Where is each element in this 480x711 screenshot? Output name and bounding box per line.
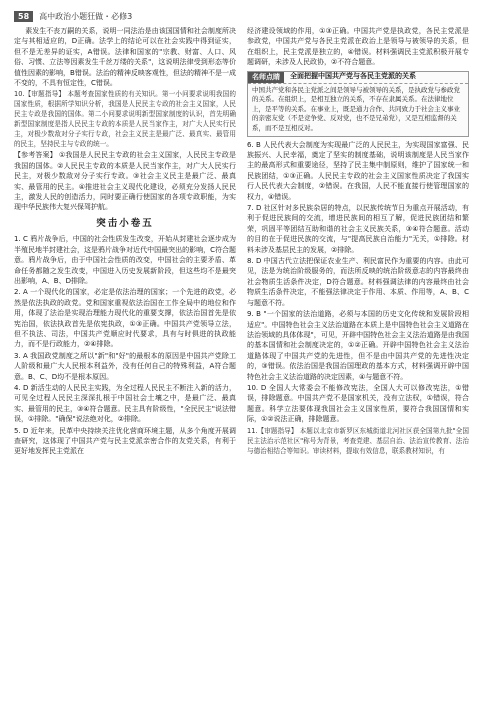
answer-item: 10. D 全国人大常委会不能修改宪法，全国人大可以修改宪法，①错误，排除题意。中国共产党不是国家机关，没有立法权，①错误，符合题意。科学立法要体现我国社会主义国家性质，要符合我国国情和实际，①②说法正确，排除题意。 xyxy=(247,383,469,424)
answer-item: 2. A 一个现代化的国家，必定是依法治理的国家；一个先进的政党，必然是依法执政的政党。党和国家重视依法治国在工作全局中的地位和作用，体现了法治是实现治理能力现代化的重要支撑，依法治国首先是依宪治国，依法执政首先是依宪执政，①③正确。中国共产党领导立法，但不执法、司法，中国共产党顺应时代要求，具有与时俱进的执政能力，而不是行政能力，②④排除。 xyxy=(14,288,236,349)
answer-item: 6. B 人民代表大会制度为实现最广泛的人民民主，为实现国家富强、民族振兴、人民幸福，奠定了坚实的制度基础，说明该制度是人民当家作主的最高形式和重要途径，坚持了民主集中制原则，维护了国家统一和民族团结，①③正确。人民民主专政的社会主义国家性质决定了我国实行人民代表大会制度，②错误。在我国，人民不能直接行使管理国家的权力，④错误。 xyxy=(247,140,469,201)
callout-header xyxy=(248,72,468,84)
reference-answer: 【参考答案】 ①我国是人民民主专政的社会主义国家，人民民主专政是我国的国体。②人民民主专政的本质是人民当家作主，对广大人民实行民主，对极少数敌对分子实行专政。③社会主义民主是最广泛、最真实、最管用的民主。④推进社会主义现代化建设，必须充分发扬人民民主，激发人民的创造活力，同时要正确行使国家的各项专政职能，为实现中华民族伟大复兴保驾护航。 xyxy=(14,151,236,212)
answer-item: 3. A 我国政党制度之所以"新"和"好"的最根本的原因是中国共产党除工人阶级和最广大人民根本利益外，没有任何自己的特殊利益，A符合题意。B、C、D均不是根本原因。 xyxy=(14,351,236,381)
answer-item: 9. B "一个国家的法治道路，必须与本国的历史文化传统和发展阶段相适应"。中国特色社会主义法治道路在本质上是中国特色社会主义道路在法治领域的具体体现"，可见，开辟中国特色社会主义法治道路是由我国的基本国情和社会制度决定的，①②正确。开辟中国特色社会主义法治道路体现了中国共产党的先进性，但不是由中国共产党的先进性决定的，③错误。依法治国是我国治国理政的基本方式，材料强调开辟中国特色社会主义法治道路的决定因素，④与题意不符。 xyxy=(247,310,469,381)
callout-body: 中国共产党和各民主党派之间是领导与被领导的关系，是执政党与参政党的关系。在组织上，是相互独立的关系，不存在隶属关系。在法律地位上，是平等的关系。在事业上，既是通力合作、共同致力于社会主义事业的亲密友党（不是竞争党、反对党，也不是兄弟党），又是互相监督的关系，而不是互相反对。 xyxy=(252,85,460,132)
analysis-paragraph: 11.【审题指导】 本题以北京市新罗区东城街道北河社区获全国第九批"全国民主法治示范社区"称号为背景，考查党建、基层自治、法治宣传教育、法治与德治相结合等知识。审读材料，提取有效信息，联系教材知识，有 xyxy=(247,426,469,455)
section-title: 突击小卷五 xyxy=(96,217,154,229)
answer-paragraph: 素发生不丧万嗣的关系，说明一同法治是由该国国情和社会制度所决定与其相适应的，D正确。法学上的结论可以在社会实践中得到证实，但不是无差异的证实，A错误。法律和国家的"宗教、财富、人口、风俗、习惯、立法等因素发生千丝万缕的关系"，这说明法律受到形态等价值性因素的影响，B错误。法治的精神反映客观性，但法的精神不是一成不变的，不具有恒定性，C错误。 xyxy=(14,27,236,88)
book-title: 高中政治小题狂做・必修3 xyxy=(39,11,133,21)
page-header xyxy=(14,9,466,23)
page-number: 58 xyxy=(14,11,33,22)
callout-title: 全面把握中国共产党与各民主党派的关系 xyxy=(290,72,416,81)
answer-item: 1. C 鸦片战争后，中国的社会性质发生改变，开始从封建社会逐步成为半殖民地半封建社会，这是鸦片战争对近代中国最突出的影响，C符合题意。鸦片战争后，由于中国社会性质的改变，中国社会的主要矛盾、革命任务都随之发生改变，中国进入历史发展新阶段，但这些均不是最突出影响，A、B、D排除。 xyxy=(14,235,236,285)
right-column xyxy=(247,26,469,705)
answer-item: 5. D 近年来，民革中央持续关注优化营商环境主题，从多个角度开展调查研究，这体现了中国共产党与民主党派亲密合作的友党关系，有利于更好地发挥民主党派在 xyxy=(14,426,236,456)
answer-item-continued: 经济建设领域的作用，①③正确。中国共产党是执政党，各民主党派是参政党，中国共产党与各民主党派在政治上是领导与被领导的关系，但在组织上，民主党派是独立的，④错误。材料强调民主党派积极开展专题调研，未涉及人民政协，②不符合题意。 xyxy=(247,27,469,67)
left-column xyxy=(14,26,236,705)
analysis-paragraph: 10.【审题指导】 本题考查国家性质的有关知识。第一小问要求说明我国的国家性质，根据所学知识分析，我国是人民民主专政的社会主义国家，人民民主专政是我国的国体。第二小问要求说明新型国家制度的认识，首先明确新型国家制度是指人民民主专政的本质是人民当家作主，对广大人民实行民主，对极少数敌对分子实行专政，社会主义民主是最广泛、最真实、最管用的民主，坚持民主与专政的统一。 xyxy=(14,90,236,149)
answer-item: 4. D 新活生动的人民民主实践，为全过程人民民主不断注入新的活力，可见全过程人民民主深深扎根于中国社会土壤之中，是最广泛、最真实、最管用的民主，③④符合题意。民主具有阶级性，"全民民主"说法错误，①排除。"确保"说法绝对化，②排除。 xyxy=(14,383,236,424)
answer-item: 7. D 社区针对多民族杂居的特点，以民族传统节日为重点开展活动，有利于促进民族间的交流，增进民族间的相互了解，促进民族团结和繁荣，巩固平等团结互助和谐的社会主义民族关系，③④符合题意。活动的目的在于促进民族的交流，与"提高民族自治能力"无关，①排除。材料未涉及基层民主的发展，②排除。 xyxy=(247,204,469,254)
tip-callout xyxy=(247,71,469,137)
answer-item: 8. D 中国古代立法把保证农业生产、利民富民作为重要的内容。由此可见，法是为统治阶级服务的，而法所反映的统治阶级意志的内容最终由社会物质生活条件决定，D符合题意。材料强调法律的内容最终由社会物质生活条件决定，不能强法律决定于作用、本质、作用等，A、B、C与题意不符。 xyxy=(247,257,469,307)
callout-badge: 名师点睛 xyxy=(248,72,284,83)
